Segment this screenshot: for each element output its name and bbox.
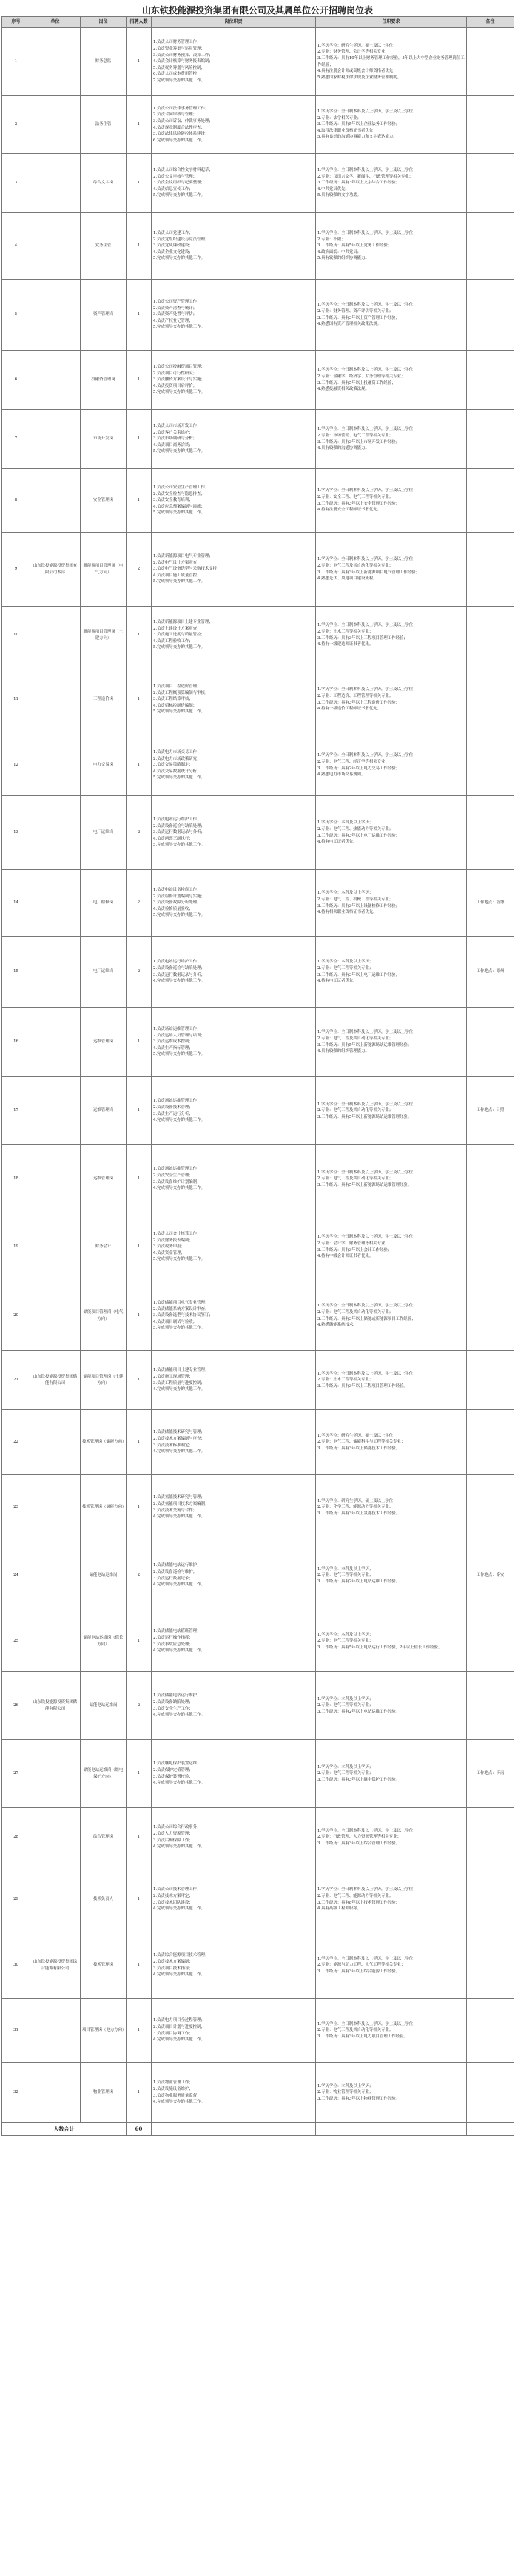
- row-req: 1.学历学位：全日制本科及以上学历，学士及以上学位； 2.专业：不限； 3.工作经历：具有5年以上党务工作经验； 4.政治面貌：中共党员； 5.具有较强的组织协调能力。: [316, 213, 467, 280]
- row-duty: 1.负责储能项目土建专业管理； 2.负责施工现场管理； 3.负责工程质量与进度控制； 4.完成领导交办的其他工作。: [152, 1351, 316, 1410]
- row-note: [467, 469, 514, 533]
- row-unit: [30, 154, 81, 213]
- row-note: [467, 96, 514, 154]
- row-unit: [30, 28, 81, 96]
- row-no: 30: [2, 1932, 30, 1999]
- row-req: 1.学历学位：全日制本科及以上学历，学士及以上学位； 2.专业：汉语言文学、新闻学、行政管理等相关专业； 3.工作经历：具有3年以上文字综合工作经验； 4.中共党员优先； 5.具有较强的文字功底。: [316, 154, 467, 213]
- row-no: 22: [2, 1410, 30, 1475]
- row-note: 工作地点：淄博: [467, 870, 514, 937]
- table-row: [2, 533, 514, 607]
- row-note: [467, 1672, 514, 1740]
- table-row: [2, 28, 514, 96]
- row-unit: [30, 213, 81, 280]
- row-note: [467, 1410, 514, 1475]
- row-count: 1: [127, 1932, 152, 1999]
- row-count: 1: [127, 1740, 152, 1808]
- header-unit: 单位: [30, 17, 81, 28]
- table-row: [2, 1008, 514, 1077]
- row-unit: 山东铁投能源投资集团储能有限公司: [30, 1351, 81, 1410]
- row-post: 运维管理岗: [81, 1077, 127, 1145]
- row-duty: 1.负责公司综合性文字材料起草； 2.负责公文审核与管理； 3.负责会议组织与纪要整理； 4.负责信息宣传工作； 5.完成领导交办的其他工作。: [152, 154, 316, 213]
- row-req: 1.学历学位：研究生学历，硕士及以上学位； 2.专业：化学工程、能源动力等相关专业； 3.工作经历：具有3年以上氢能技术工作经验。: [316, 1475, 467, 1540]
- table-row: [2, 1808, 514, 1867]
- row-note: [467, 1867, 514, 1932]
- row-req: 1.学历学位：全日制本科及以上学历，学士及以上学位； 2.专业：电气工程、能源动力等相关专业； 3.工作经历：具有8年以上技术管理工作经验； 4.具有高级工程师职称。: [316, 1867, 467, 1932]
- header-no: 序号: [2, 17, 30, 28]
- row-count: 2: [127, 1540, 152, 1611]
- row-req: 1.学历学位：本科及以上学历； 2.专业：电气工程、机械工程等相关专业； 3.工作经历：具有3年以上设备检修工作经验； 4.持有相关职业资格证书者优先。: [316, 870, 467, 937]
- row-duty: 1.负责公司法律事务管理工作； 2.负责合同审核与管理； 3.负责公司诉讼、仲裁事务处理； 4.负责规章制度合法性审查； 5.负责法律风险防控体系建设； 6.完成领导交办的其他工作。: [152, 96, 316, 154]
- row-duty: 1.负责综合能源项目技术管理； 2.负责技术方案编制； 3.负责项目技术指导； 4.完成领导交办的其他工作。: [152, 1932, 316, 1999]
- row-count: 1: [127, 1008, 152, 1077]
- table-row: [2, 664, 514, 735]
- row-post: 储能电站运维岗: [81, 1540, 127, 1611]
- total-empty: [467, 2123, 514, 2136]
- row-unit: [30, 1611, 81, 1672]
- row-duty: 1.负责场站运维管理工作； 2.负责设备技术管理； 3.负责生产运行分析； 4.完成领导交办的其他工作。: [152, 1077, 316, 1145]
- row-req: 1.学历学位：全日制本科及以上学历，学士及以上学位； 2.专业：工程造价、工程管理等相关专业； 3.工作经历：具有3年以上工程造价工作经验； 4.持有一级造价工程师证书者优先。: [316, 664, 467, 735]
- row-unit: [30, 1867, 81, 1932]
- row-req: 1.学历学位：全日制本科及以上学历，学士及以上学位； 2.专业：土木工程等相关专业； 3.工作经历：具有3年以上工程项目管理工作经验； 4.持有一级建造师证书者优先。: [316, 607, 467, 664]
- row-note: [467, 664, 514, 735]
- header-row: [2, 17, 514, 28]
- row-post: 工程造价岗: [81, 664, 127, 735]
- row-no: 28: [2, 1808, 30, 1867]
- row-note: 工作地点：德州: [467, 937, 514, 1008]
- row-unit: [30, 664, 81, 735]
- row-note: 工作地点：济南: [467, 1740, 514, 1808]
- table-row: [2, 1281, 514, 1351]
- row-post: 电厂运维岗: [81, 796, 127, 870]
- row-note: [467, 1932, 514, 1999]
- row-post: 财务总监: [81, 28, 127, 96]
- row-duty: 1.负责项目工程造价管理； 2.负责工程概预算编制与审核； 3.负责工程结算审核； 4.负责招标控制价编制； 5.完成领导交办的其他工作。: [152, 664, 316, 735]
- table-row: [2, 607, 514, 664]
- row-note: [467, 1008, 514, 1077]
- row-count: 2: [127, 796, 152, 870]
- table-row: [2, 2063, 514, 2123]
- row-duty: 1.负责储能技术研究与管理； 2.负责技术方案编制与审查； 3.负责技术标准制定； 4.完成领导交办的其他工作。: [152, 1410, 316, 1475]
- table-row: [2, 96, 514, 154]
- row-unit: [30, 1145, 81, 1213]
- recruitment-table: [1, 16, 514, 2136]
- row-no: 29: [2, 1867, 30, 1932]
- row-note: [467, 1351, 514, 1410]
- row-unit: [30, 96, 81, 154]
- row-note: [467, 351, 514, 410]
- row-note: 工作地点：日照: [467, 1077, 514, 1145]
- total-empty: [316, 2123, 467, 2136]
- row-duty: 1.负责公司党建工作； 2.负责党组织建设与党员管理； 3.负责党风廉政建设； 4.负责企业文化建设； 5.完成领导交办的其他工作。: [152, 213, 316, 280]
- row-note: [467, 28, 514, 96]
- table-row: [2, 1540, 514, 1611]
- row-note: [467, 410, 514, 469]
- row-post: 投融资管理岗: [81, 351, 127, 410]
- row-unit: [30, 1475, 81, 1540]
- row-post: 党务主管: [81, 213, 127, 280]
- row-count: 1: [127, 1611, 152, 1672]
- row-req: 1.学历学位：本科及以上学历； 2.专业：电气工程等相关专业； 3.工作经历：具有2年以上电站运维工作经验。: [316, 1540, 467, 1611]
- row-count: 1: [127, 1077, 152, 1145]
- row-post: 储能电站运维岗（继电保护方向）: [81, 1740, 127, 1808]
- header-note: 备注: [467, 17, 514, 28]
- row-note: [467, 280, 514, 351]
- row-req: 1.学历学位：全日制本科及以上学历，学士及以上学位； 2.专业：电气工程及其自动化等相关专业； 3.工作经历：具有3年以上电力项目管理工作经验。: [316, 1999, 467, 2063]
- row-count: 1: [127, 607, 152, 664]
- row-post: 技术管理岗: [81, 1932, 127, 1999]
- row-req: 1.学历学位：全日制本科及以上学历，学士及以上学位； 2.专业：能源与动力工程、电气工程等相关专业； 3.工作经历：具有3年以上综合能源工作经验。: [316, 1932, 467, 1999]
- row-no: 32: [2, 2063, 30, 2123]
- row-unit: 山东铁投能源投资集团有限公司本部: [30, 533, 81, 607]
- row-count: 1: [127, 1999, 152, 2063]
- table-row: [2, 1672, 514, 1740]
- row-unit: [30, 469, 81, 533]
- row-post: 新能源项目管理岗（电气方向）: [81, 533, 127, 607]
- total-empty: [152, 2123, 316, 2136]
- total-label: 人数合计: [2, 2123, 127, 2136]
- row-note: [467, 735, 514, 796]
- row-no: 3: [2, 154, 30, 213]
- row-count: 1: [127, 1213, 152, 1281]
- row-duty: 1.负责公司综合行政事务； 2.负责人力资源管理； 3.负责后勤保障工作； 4.完成领导交办的其他工作。: [152, 1808, 316, 1867]
- row-req: 1.学历学位：本科及以上学历； 2.专业：电气工程等相关专业； 3.工作经历：具有3年以上继电保护工作经验。: [316, 1740, 467, 1808]
- row-duty: 1.负责公司会计核算工作； 2.负责财务报表编制； 3.负责税务申报； 4.负责资金管理； 5.完成领导交办的其他工作。: [152, 1213, 316, 1281]
- row-count: 1: [127, 351, 152, 410]
- row-count: 1: [127, 1410, 152, 1475]
- row-unit: [30, 607, 81, 664]
- row-count: 2: [127, 937, 152, 1008]
- row-duty: 1.负责公司市场开发工作； 2.负责客户关系维护； 3.负责市场调研与分析； 4.负责项目商务洽谈； 5.完成领导交办的其他工作。: [152, 410, 316, 469]
- table-row: [2, 796, 514, 870]
- row-note: [467, 1145, 514, 1213]
- row-post: 市场开发岗: [81, 410, 127, 469]
- table-row: [2, 410, 514, 469]
- table-row: [2, 1740, 514, 1808]
- table-row: [2, 937, 514, 1008]
- row-post: 运维管理岗: [81, 1145, 127, 1213]
- row-note: [467, 607, 514, 664]
- row-post: 储能电站运维岗（值长方向）: [81, 1611, 127, 1672]
- table-row: [2, 213, 514, 280]
- row-req: 1.学历学位：全日制本科及以上学历，学士及以上学位； 2.专业：电气工程、经济学等相关专业； 3.工作经历：具有2年以上电力交易工作经验； 4.熟悉电力市场交易规则。: [316, 735, 467, 796]
- row-count: 1: [127, 410, 152, 469]
- row-req: 1.学历学位：研究生学历，硕士及以上学位； 2.专业：财务管理、会计学等相关专业； 3.工作经历：具有10年以上财务管理工作经验，5年以上大中型企业财务管理岗位工作经验； 4.具有注册会计师或高级会计师资格者优先； 5.熟悉国家财税法律法规及企业财务管理制度。: [316, 28, 467, 96]
- row-duty: 1.负责公司安全生产管理工作； 2.负责安全检查与隐患排查； 3.负责安全教育培训； 4.负责应急预案编制与演练； 5.完成领导交办的其他工作。: [152, 469, 316, 533]
- row-unit: [30, 1808, 81, 1867]
- row-unit: 山东铁投能源投资集团储能有限公司: [30, 1672, 81, 1740]
- row-note: 工作地点：泰安: [467, 1540, 514, 1611]
- table-row: [2, 1351, 514, 1410]
- row-duty: 1.负责储能电站运行维护； 2.负责设备巡检与维护； 3.负责运行数据记录； 4.完成领导交办的其他工作。: [152, 1540, 316, 1611]
- row-unit: [30, 1540, 81, 1611]
- row-duty: 1.负责电站设备检修工作； 2.负责检修计划编制与实施； 3.负责设备故障分析处理； 4.负责检修质量验收； 5.完成领导交办的其他工作。: [152, 870, 316, 937]
- row-duty: 1.负责场站运维管理工作； 2.负责安全生产管理； 3.负责设备维护计划编制； 4.完成领导交办的其他工作。: [152, 1145, 316, 1213]
- row-count: 1: [127, 28, 152, 96]
- total-count: 60: [127, 2123, 152, 2136]
- row-unit: [30, 735, 81, 796]
- row-no: 26: [2, 1672, 30, 1740]
- row-count: 1: [127, 735, 152, 796]
- row-no: 6: [2, 351, 30, 410]
- row-unit: [30, 1410, 81, 1475]
- row-no: 31: [2, 1999, 30, 2063]
- table-row: [2, 154, 514, 213]
- row-req: 1.学历学位：研究生学历，硕士及以上学位； 2.专业：电气工程、储能科学与工程等相关专业； 3.工作经历：具有3年以上储能技术工作经验。: [316, 1410, 467, 1475]
- table-row: [2, 1145, 514, 1213]
- row-duty: 1.负责电站运行维护工作； 2.负责设备巡检与缺陷处理； 3.负责运行数据记录与分析； 4.完成领导交办的其他工作。: [152, 937, 316, 1008]
- row-req: 1.学历学位：全日制本科及以上学历，学士及以上学位； 2.专业：财务管理、资产评估等相关专业； 3.工作经历：具有3年以上资产管理工作经验； 4.熟悉国有资产管理相关政策法规。: [316, 280, 467, 351]
- row-no: 20: [2, 1281, 30, 1351]
- row-req: 1.学历学位：本科及以上学历； 2.专业：电气工程等相关专业； 3.工作经历：具有5年以上电站运行工作经验，2年以上值长工作经验。: [316, 1611, 467, 1672]
- row-no: 9: [2, 533, 30, 607]
- row-note: [467, 533, 514, 607]
- row-duty: 1.负责公司投融资项目管理； 2.负责项目可行性研究； 3.负责融资方案设计与实施； 4.负责投资项目后评价； 5.完成领导交办的其他工作。: [152, 351, 316, 410]
- row-no: 12: [2, 735, 30, 796]
- row-count: 2: [127, 1672, 152, 1740]
- row-note: [467, 154, 514, 213]
- header-count: 招聘人数: [127, 17, 152, 28]
- row-req: 1.学历学位：本科及以上学历； 2.专业：电气工程等相关专业； 3.工作经历：具有3年以上电厂运维工作经验； 4.持有电工证者优先。: [316, 937, 467, 1008]
- row-req: 1.学历学位：本科及以上学历； 2.专业：电气工程、热能动力等相关专业； 3.工作经历：具有3年以上电厂运维工作经验； 4.持有电工证者优先。: [316, 796, 467, 870]
- row-post: 财务会计: [81, 1213, 127, 1281]
- row-unit: [30, 870, 81, 937]
- table-row: [2, 1999, 514, 2063]
- row-no: 8: [2, 469, 30, 533]
- row-post: 新能源项目管理岗（土建方向）: [81, 607, 127, 664]
- row-no: 5: [2, 280, 30, 351]
- row-no: 11: [2, 664, 30, 735]
- table-row: [2, 1867, 514, 1932]
- row-duty: 1.负责继电保护装置运维； 2.负责保护定值管理； 3.负责保护装置校验； 4.完成领导交办的其他工作。: [152, 1740, 316, 1808]
- row-req: 1.学历学位：全日制本科及以上学历，学士及以上学位； 2.专业：电气工程及其自动化等相关专业； 3.工作经历：具有3年以上储能或新能源项目工作经验； 4.熟悉储能系统技术。: [316, 1281, 467, 1351]
- row-post: 综合文字岗: [81, 154, 127, 213]
- row-count: 1: [127, 1145, 152, 1213]
- row-post: 资产管理岗: [81, 280, 127, 351]
- row-duty: 1.负责公司财务管理工作； 2.负责资金筹集与运用管理； 3.负责公司财务预算、决算工作； 4.负责会计核算与财务报表编制； 5.负责税务筹划与风险控制； 6.负责公司成本费用管控； 7.完成领导交办的其他工作。: [152, 28, 316, 96]
- header-duty: 岗位职责: [152, 17, 316, 28]
- table-row: [2, 1932, 514, 1999]
- row-req: 1.学历学位：全日制本科及以上学历，学士及以上学位； 2.专业：电气工程及其自动化等相关专业； 3.工作经历：具有5年以上新能源场站运维管理经验； 4.具有较强的组织管理能力。: [316, 1008, 467, 1077]
- row-duty: 1.负责新能源项目土建专业管理； 2.负责土建设计方案审查； 3.负责施工进度与质量管控； 4.负责工程验收工作； 5.完成领导交办的其他工作。: [152, 607, 316, 664]
- row-post: 综合管理岗: [81, 1808, 127, 1867]
- row-count: 1: [127, 154, 152, 213]
- row-note: [467, 1999, 514, 2063]
- row-no: 13: [2, 796, 30, 870]
- row-count: 1: [127, 1351, 152, 1410]
- table-row: [2, 1077, 514, 1145]
- row-unit: [30, 796, 81, 870]
- page-title: 山东铁投能源投资集团有限公司及其属单位公开招聘岗位表: [141, 5, 373, 16]
- table-row: [2, 1611, 514, 1672]
- row-no: 14: [2, 870, 30, 937]
- row-no: 24: [2, 1540, 30, 1611]
- row-req: 1.学历学位：全日制本科及以上学历，学士及以上学位； 2.专业：市场营销、电气工程等相关专业； 3.工作经历：具有3年以上市场开发工作经验； 4.具有较强的沟通协调能力。: [316, 410, 467, 469]
- row-note: [467, 1808, 514, 1867]
- table-row: [2, 1213, 514, 1281]
- row-no: 2: [2, 96, 30, 154]
- row-duty: 1.负责储能电站运行维护； 2.负责设备缺陷处理； 3.负责安全生产工作； 4.完成领导交办的其他工作。: [152, 1672, 316, 1740]
- row-no: 23: [2, 1475, 30, 1540]
- row-duty: 1.负责公司资产管理工作； 2.负责资产清查与统计； 3.负责资产处置与评估； 4.负责产权登记管理； 5.完成领导交办的其他工作。: [152, 280, 316, 351]
- row-req: 1.学历学位：全日制本科及以上学历，学士及以上学位； 2.专业：电气工程及其自动化等相关专业； 3.工作经历：具有5年以上新能源场站运维管理经验。: [316, 1077, 467, 1145]
- row-post: 储能项目管理岗（电气方向）: [81, 1281, 127, 1351]
- row-duty: 1.负责电力项目全过程管理； 2.负责项目计划与进度控制； 3.负责项目协调工作； 4.完成领导交办的其他工作。: [152, 1999, 316, 2063]
- row-req: 1.学历学位：全日制本科及以上学历，学士及以上学位； 2.专业：电气工程及其自动化等相关专业； 3.工作经历：具有5年以上新能源场站运维管理经验。: [316, 1145, 467, 1213]
- row-count: 1: [127, 1808, 152, 1867]
- row-note: [467, 796, 514, 870]
- table-row: [2, 280, 514, 351]
- row-req: 1.学历学位：全日制本科及以上学历，学士及以上学位； 2.专业：法学相关专业； 3.工作经历：具有5年以上企业法务工作经验； 4.取得法律职业资格证书者优先； 5.具有良好的沟通协调能力和文字表达能力。: [316, 96, 467, 154]
- row-unit: [30, 410, 81, 469]
- row-count: 1: [127, 469, 152, 533]
- row-unit: [30, 1077, 81, 1145]
- row-unit: [30, 2063, 81, 2123]
- table-row: [2, 351, 514, 410]
- row-count: 1: [127, 213, 152, 280]
- row-duty: 1.负责公司技术管理工作； 2.负责技术方案审定； 3.负责技术团队建设； 4.完成领导交办的其他工作。: [152, 1867, 316, 1932]
- row-no: 21: [2, 1351, 30, 1410]
- row-post: 电厂检修岗: [81, 870, 127, 937]
- row-unit: [30, 351, 81, 410]
- row-req: 1.学历学位：全日制本科及以上学历，学士及以上学位； 2.专业：土木工程等相关专业； 3.工作经历：具有3年以上工程项目管理工作经验。: [316, 1351, 467, 1410]
- row-note: [467, 1213, 514, 1281]
- row-no: 4: [2, 213, 30, 280]
- row-duty: 1.负责物业管理工作； 2.负责设施设备维护； 3.负责物业服务质量监督； 4.完成领导交办的其他工作。: [152, 2063, 316, 2123]
- row-duty: 1.负责电力市场交易工作； 2.负责电力市场政策研究； 3.负责交易策略制定； 4.负责交易数据统计分析； 5.完成领导交办的其他工作。: [152, 735, 316, 796]
- row-count: 1: [127, 1475, 152, 1540]
- row-req: 1.学历学位：本科及以上学历； 2.专业：物业管理等相关专业； 3.工作经历：具有3年以上物业管理工作经验。: [316, 2063, 467, 2123]
- row-no: 19: [2, 1213, 30, 1281]
- row-unit: [30, 1213, 81, 1281]
- row-no: 10: [2, 607, 30, 664]
- row-post: 安全管理岗: [81, 469, 127, 533]
- row-count: 1: [127, 96, 152, 154]
- row-duty: 1.负责储能项目电气专业管理； 2.负责储能系统方案设计审查； 3.负责设备选型与技术协议签订； 4.负责项目调试与验收； 5.完成领导交办的其他工作。: [152, 1281, 316, 1351]
- row-post: 电力交易岗: [81, 735, 127, 796]
- row-count: 1: [127, 1281, 152, 1351]
- row-note: [467, 1611, 514, 1672]
- row-no: 15: [2, 937, 30, 1008]
- row-post: 储能项目管理岗（土建方向）: [81, 1351, 127, 1410]
- row-req: 1.学历学位：全日制本科及以上学历，学士及以上学位； 2.专业：会计学、财务管理等相关专业； 3.工作经历：具有3年以上会计工作经验； 4.持有中级会计师证书者优先。: [316, 1213, 467, 1281]
- row-duty: 1.负责氢能技术研究与管理； 2.负责氢能项目技术方案编制； 3.负责技术交流与合作； 4.完成领导交办的其他工作。: [152, 1475, 316, 1540]
- row-count: 1: [127, 1867, 152, 1932]
- row-count: 1: [127, 2063, 152, 2123]
- row-post: 技术管理岗（储能方向）: [81, 1410, 127, 1475]
- row-post: 物业管理岗: [81, 2063, 127, 2123]
- row-duty: 1.负责储能电站值班管理； 2.负责运行操作指挥； 3.负责事故应急处理； 4.完成领导交办的其他工作。: [152, 1611, 316, 1672]
- row-post: 项目管理岗（电力方向）: [81, 1999, 127, 2063]
- row-no: 7: [2, 410, 30, 469]
- row-req: 1.学历学位：全日制本科及以上学历，学士及以上学位； 2.专业：金融学、经济学、财务管理等相关专业； 3.工作经历：具有5年以上投融资工作经验； 4.熟悉投融资相关政策法规。: [316, 351, 467, 410]
- row-count: 2: [127, 533, 152, 607]
- row-no: 25: [2, 1611, 30, 1672]
- row-note: [467, 1475, 514, 1540]
- table-row: [2, 469, 514, 533]
- row-unit: [30, 937, 81, 1008]
- row-note: [467, 213, 514, 280]
- row-post: 电厂运维岗: [81, 937, 127, 1008]
- row-no: 17: [2, 1077, 30, 1145]
- row-req: 1.学历学位：全日制本科及以上学历，学士及以上学位； 2.专业：安全工程、电气工程等相关专业； 3.工作经历：具有3年以上安全管理工作经验； 4.持有注册安全工程师证书者优先。: [316, 469, 467, 533]
- header-post: 岗位: [81, 17, 127, 28]
- header-req: 任职要求: [316, 17, 467, 28]
- row-no: 16: [2, 1008, 30, 1077]
- row-no: 18: [2, 1145, 30, 1213]
- row-req: 1.学历学位：全日制本科及以上学历，学士及以上学位； 2.专业：电气工程及其自动化等相关专业； 3.工作经历：具有3年以上新能源项目电气管理工作经验； 4.熟悉光伏、风电项目建设流程。: [316, 533, 467, 607]
- row-no: 1: [2, 28, 30, 96]
- row-unit: [30, 1740, 81, 1808]
- table-row: [2, 735, 514, 796]
- total-row: [2, 2123, 514, 2136]
- row-no: 27: [2, 1740, 30, 1808]
- row-unit: [30, 1008, 81, 1077]
- row-unit: [30, 1999, 81, 2063]
- row-post: 技术负责人: [81, 1867, 127, 1932]
- row-post: 储能电站运维岗: [81, 1672, 127, 1740]
- row-note: [467, 2063, 514, 2123]
- row-req: 1.学历学位：本科及以上学历； 2.专业：电气工程等相关专业； 3.工作经历：具有2年以上电站运维工作经验。: [316, 1672, 467, 1740]
- row-post: 运维管理岗: [81, 1008, 127, 1077]
- row-post: 法务主管: [81, 96, 127, 154]
- row-note: [467, 1281, 514, 1351]
- row-count: 1: [127, 280, 152, 351]
- row-unit: 山东铁投能源投资集团综合能源有限公司: [30, 1932, 81, 1999]
- row-req: 1.学历学位：全日制本科及以上学历，学士及以上学位； 2.专业：行政管理、人力资源管理等相关专业； 3.工作经历：具有3年以上综合管理工作经验。: [316, 1808, 467, 1867]
- row-unit: [30, 1281, 81, 1351]
- row-unit: [30, 280, 81, 351]
- row-post: 技术管理岗（氢能方向）: [81, 1475, 127, 1540]
- row-duty: 1.负责电站运行维护工作； 2.负责设备巡检与缺陷处理； 3.负责运行数据记录与分析； 4.负责两票三制执行； 5.完成领导交办的其他工作。: [152, 796, 316, 870]
- row-duty: 1.负责场站运维管理工作； 2.负责运维人员管理与培训； 3.负责运维成本控制； 4.负责生产指标管理； 5.完成领导交办的其他工作。: [152, 1008, 316, 1077]
- table-row: [2, 870, 514, 937]
- table-row: [2, 1475, 514, 1540]
- row-duty: 1.负责新能源项目电气专业管理； 2.负责电气设计方案审查； 3.负责电气设备选型与采购技术支持； 4.负责项目施工质量管控； 5.完成领导交办的其他工作。: [152, 533, 316, 607]
- row-count: 1: [127, 664, 152, 735]
- row-count: 2: [127, 870, 152, 937]
- table-row: [2, 1410, 514, 1475]
